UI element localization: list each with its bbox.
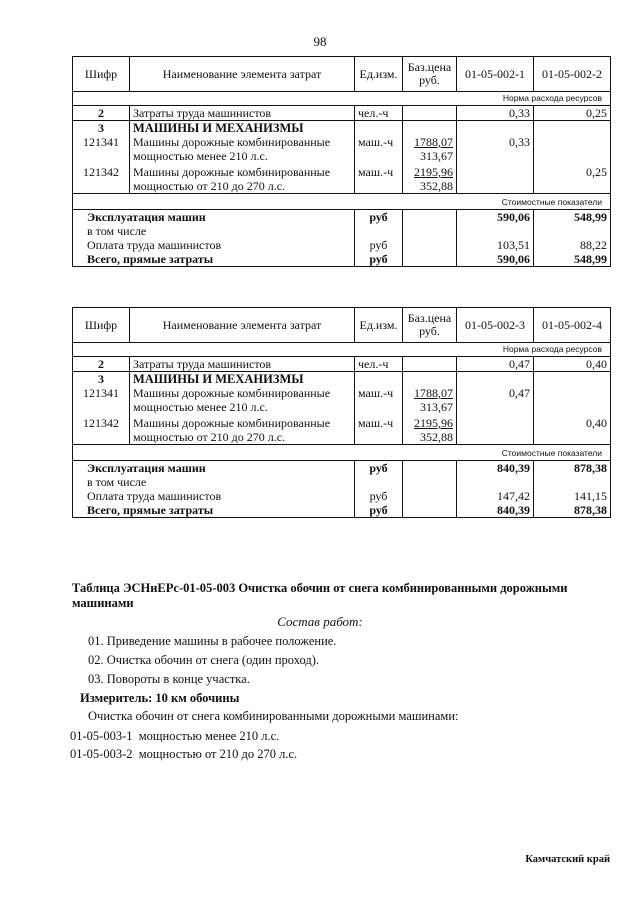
section-norms: Норма расхода ресурсов <box>73 343 611 357</box>
table-row: Эксплуатация машин руб 590,06 548,99 <box>73 210 611 225</box>
table-caption: Таблица ЭСНиЕРс-01-05-003 Очистка обочин от снега комбинированными дорожными машинами <box>72 581 568 610</box>
step-item: 03. Повороты в конце участка. <box>88 672 250 686</box>
table-row: Всего, прямые затраты руб 590,06 548,99 <box>73 252 611 267</box>
cost-table-2 <box>72 307 611 518</box>
table-row: Оплата труда машинистов руб 103,51 88,22 <box>73 238 611 252</box>
list-item: 01-05-003-1 мощностью менее 210 л.с. <box>70 729 280 743</box>
header-unit: Ед.изм. <box>355 308 403 343</box>
table-row: в том числе <box>73 475 611 489</box>
header-col2: 01-05-002-4 <box>534 308 611 343</box>
table-row: 121342 Машины дорожные комбинированные мощностью от 210 до 270 л.с. маш.-ч 2195,96 352,88 0,25 <box>73 163 611 194</box>
header-code: Шифр <box>73 57 130 92</box>
step-item: 02. Очистка обочин от снега (один проход). <box>88 653 320 667</box>
header-base-price: Баз.цена руб. <box>403 308 457 343</box>
header-name: Наименование элемента затрат <box>130 308 355 343</box>
section-costs: Стоимостные показатели <box>73 194 611 210</box>
table-row: в том числе <box>73 224 611 238</box>
header-unit: Ед.изм. <box>355 57 403 92</box>
table-row: 121341 Машины дорожные комбинированные мощностью менее 210 л.с. маш.-ч 1788,07 313,67 0,33 <box>73 135 611 163</box>
header-col1: 01-05-002-3 <box>457 308 534 343</box>
header-name: Наименование элемента затрат <box>130 57 355 92</box>
table-row: 2 Затраты труда машинистов чел.-ч 0,47 0,40 <box>73 357 611 372</box>
table-header-row <box>73 308 611 343</box>
table-row: Эксплуатация машин руб 840,39 878,38 <box>73 461 611 476</box>
cost-table-1 <box>72 56 611 267</box>
table-row: 2 Затраты труда машинистов чел.-ч 0,33 0,25 <box>73 106 611 121</box>
header-col2: 01-05-002-2 <box>534 57 611 92</box>
table-row: 121342 Машины дорожные комбинированные мощностью от 210 до 270 л.с. маш.-ч 2195,96 352,88 0,40 <box>73 414 611 445</box>
region-footer: Камчатский край <box>525 854 610 865</box>
list-item: 01-05-003-2 мощностью от 210 до 270 л.с. <box>70 747 298 761</box>
table-row: 121341 Машины дорожные комбинированные мощностью менее 210 л.с. маш.-ч 1788,07 313,67 0,47 <box>73 386 611 414</box>
header-base-price: Баз.цена руб. <box>403 57 457 92</box>
header-code: Шифр <box>73 308 130 343</box>
meter: Измеритель: 10 км обочины <box>80 691 240 705</box>
table-row: Всего, прямые затраты руб 840,39 878,38 <box>73 503 611 518</box>
table-row: 3 МАШИНЫ И МЕХАНИЗМЫ <box>73 372 611 387</box>
table-header-row <box>73 57 611 92</box>
page-number: 98 <box>313 34 327 49</box>
table-row: Оплата труда машинистов руб 147,42 141,15 <box>73 489 611 503</box>
step-item: 01. Приведение машины в рабочее положение. <box>88 634 337 648</box>
composition-title: Состав работ: <box>277 614 363 629</box>
section-costs: Стоимостные показатели <box>73 445 611 461</box>
section-norms: Норма расхода ресурсов <box>73 92 611 106</box>
table-row: 3 МАШИНЫ И МЕХАНИЗМЫ <box>73 121 611 136</box>
header-col1: 01-05-002-1 <box>457 57 534 92</box>
description: Очистка обочин от снега комбинированными дорожными машинами: <box>88 709 459 723</box>
